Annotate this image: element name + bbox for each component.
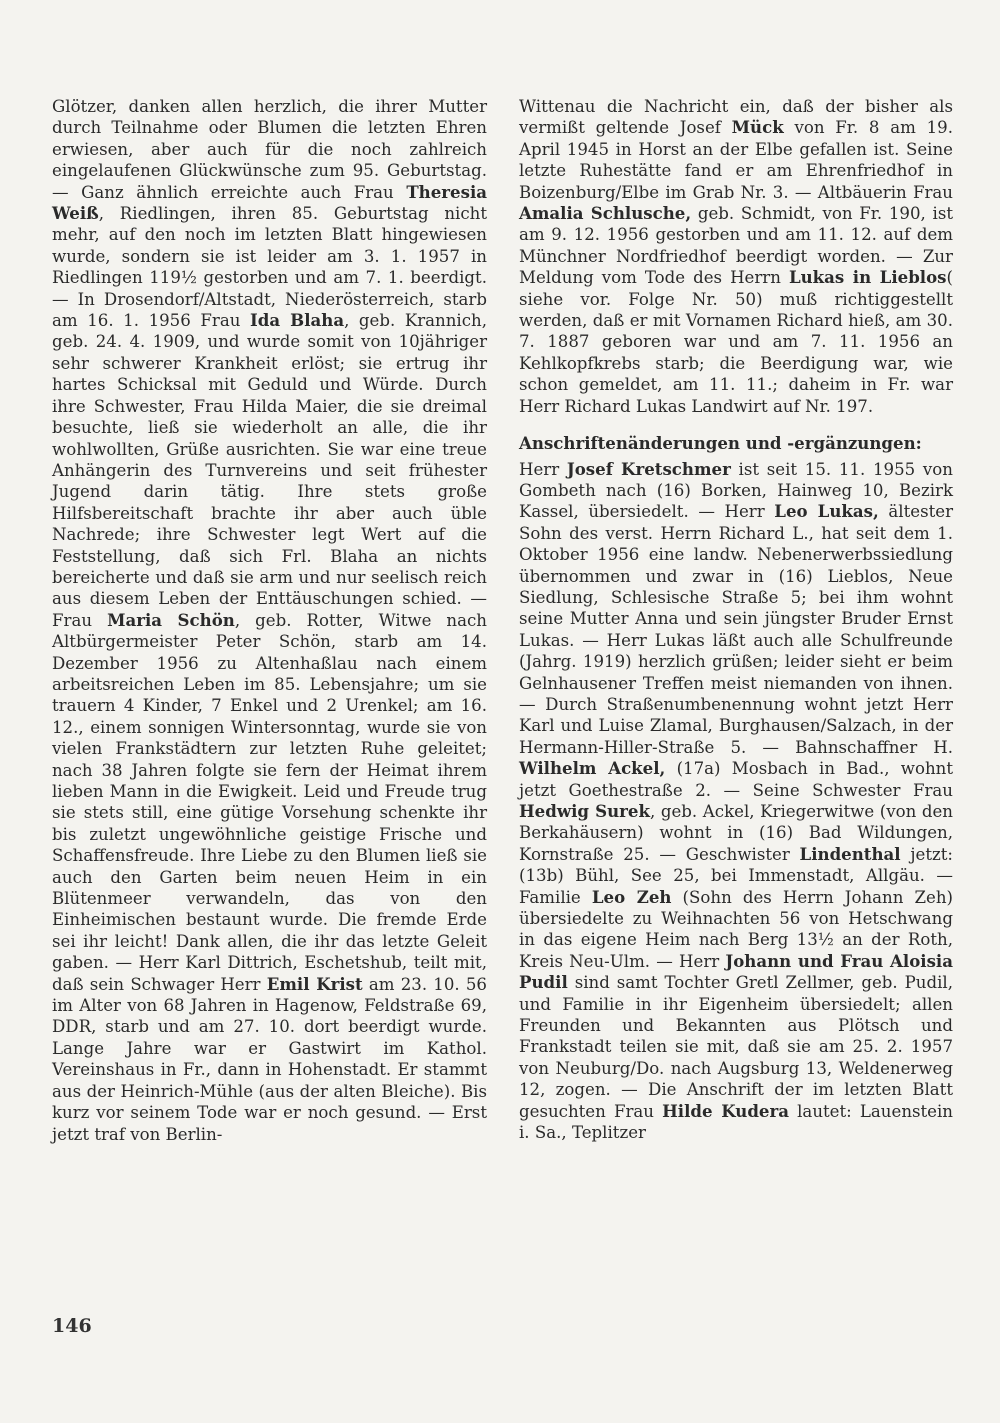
bold-name: Lindenthal: [799, 843, 901, 864]
bold-name: Theresia Weiß: [52, 181, 487, 224]
bold-name: Maria Schön: [107, 609, 235, 630]
left-column: [52, 96, 487, 1145]
bold-name: Mück: [731, 117, 784, 138]
right-column-body: Herr Josef Kretschmer ist seit 15. 11. 1955 von Gombeth nach (16) Borken, Hainweg 10, Bezirk Kassel, übersiedelt. — Herr Leo Lukas, ältester Sohn des verst. Herrn Richard L., hat seit dem 1. Oktober 1956 eine landw. Nebenerwerbssiedlung übernommen und zwar in (16) Lieblos, Neue Siedlung, Schlesische Straße 5; bei ihm wohnt seine Mutter Anna und sein jüngster Bruder Ernst Lukas. — Herr Lukas läßt auch alle Schulfreunde (Jahrg. 1919) herzlich grüßen; leider sieht er beim Gelnhausener Treffen meist niemanden von ihnen. — Durch Straßenumbenennung wohnt jetzt Herr Karl und Luise Zlamal, Burghausen/Salzach, in der Hermann-Hiller-Straße 5. — Bahnschaffner H. Wilhelm Ackel, (17a) Mosbach in Bad., wohnt jetzt Goethestraße 2. — Seine Schwester Frau Hedwig Surek, geb. Ackel, Kriegerwitwe (von den Berkahäusern) wohnt in (16) Bad Wildungen, Kornstraße 25. — Geschwister Lindenthal jetzt: (13b) Bühl, See 25, bei Immenstadt, Allgäu. — Familie Leo Zeh (Sohn des Herrn Johann Zeh) übersiedelte zu Weihnachten 56 von Hetschwang in das eigene Heim nach Berg 13½ an der Roth, Kreis Neu-Ulm. — Herr Johann und Frau Aloisia Pudil sind samt Tochter Gretl Zellmer, geb. Pudil, und Familie in ihr Eigenheim übersiedelt; allen Freunden und Bekannten aus Plötsch und Frankstadt teilen sie mit, daß sie am 25. 2. 1957 von Neuburg/Do. nach Augsburg 13, Weldenerweg 12, zogen. — Die Anschrift der im letzten Blatt gesuchten Frau Hilde Kudera lautet: Lauenstein i. Sa., Teplitzer: [519, 458, 954, 1143]
bold-name: Leo Lukas,: [774, 501, 879, 522]
bold-name: Hedwig Surek: [519, 801, 650, 821]
bold-name: Wilhelm Ackel,: [519, 758, 666, 779]
right-column: [519, 96, 953, 1144]
bold-name: Amalia Schlusche,: [519, 203, 692, 224]
bold-name: Ida Blaha: [249, 310, 345, 331]
bold-name: Lukas in Lieblos: [788, 267, 947, 288]
page-number: 146: [52, 1315, 92, 1337]
bold-name: Josef Kretschmer: [566, 458, 731, 479]
right-column-intro: Wittenau die Nachricht ein, daß der bisher als vermißt geltende Josef Mück von Fr. 8 am 19. April 1945 in Horst an der Elbe gefallen ist. Seine letzte Ruhestätte fand er am Ehrenfriedhof in Boizenburg/Elbe im Grab Nr. 3. — Altbäuerin Frau Amalia Schlusche, geb. Schmidt, von Fr. 190, ist am 9. 12. 1956 gestorben und am 11. 12. auf dem Münchner Nordfriedhof beerdigt worden. — Zur Meldung vom Tode des Herrn Lukas in Lieblos( siehe vor. Folge Nr. 50) muß richtiggestellt werden, daß er mit Vornamen Richard hieß, am 30. 7. 1887 geboren war und am 7. 11. 1956 an Kehlkopfkrebs starb; die Beerdigung war, wie schon gemeldet, am 11. 11.; daheim in Fr. war Herr Richard Lukas Landwirt auf Nr. 197.: [519, 97, 953, 416]
bold-name: Hilde Kudera: [662, 1100, 789, 1121]
section-heading-address-changes: Anschriftenänderungen und -ergänzungen:: [519, 433, 922, 454]
bold-name: Johann und Frau Aloisia Pudil: [519, 950, 953, 993]
bold-name: Leo Zeh: [591, 886, 672, 907]
left-column-text: Glötzer, danken allen herzlich, die ihrer Mutter durch Teilnahme oder Blumen die letzten Ehren erwiesen, aber auch für die noch zahlreich eingelaufenen Glückwünsche zum 95. Geburtstag. — Ganz ähnlich erreichte auch Frau Theresia Weiß, Riedlingen, ihren 85. Geburtstag nicht mehr, auf den noch im letzten Blatt hingewiesen wurde, sondern sie ist leider am 3. 1. 1957 in Riedlingen 119½ gestorben und am 7. 1. beerdigt. — In Drosendorf/Altstadt, Niederösterreich, starb am 16. 1. 1956 Frau Ida Blaha, geb. Krannich, geb. 24. 4. 1909, und wurde somit von 10jähriger sehr schwerer Krankheit erlöst; sie ertrug ihr hartes Schicksal mit Geduld und Würde. Durch ihre Schwester, Frau Hilda Maier, die sie dreimal besuchte, ließ sie wiederholt an alle, die ihr wohlwollten, Grüße ausrichten. Sie war eine treue Anhängerin des Turnvereins und seit frühester Jugend darin tätig. Ihre stets große Hilfsbereitschaft brachte ihr aber auch üble Nachrede; ihre Schwester legt Wert auf die Feststellung, daß sich Frl. Blaha an nichts bereicherte und daß sie arm und nur seelisch reich aus diesem Leben der Enttäuschungen schied. — Frau Maria Schön, geb. Rotter, Witwe nach Altbürgermeister Peter Schön, starb am 14. Dezember 1956 zu Altenhaßlau nach einem arbeitsreichen Leben im 85. Lebensjahre; um sie trauern 4 Kinder, 7 Enkel und 2 Urenkel; am 16. 12., einem sonnigen Wintersonntag, wurde sie von vielen Frankstädtern zur letzten Ruhe geleitet; nach 38 Jahren folgte sie fern der Heimat ihrem lieben Mann in die Ewigkeit. Leid und Freude trug sie stets still, eine gütige Vorsehung schenkte ihr bis zuletzt ungewöhnliche geistige Frische und Schaffensfreude. Ihre Liebe zu den Blumen ließ sie auch den Garten beim neuen Heim in ein Blütenmeer verwandeln, das von den Einheimischen bestaunt wurde. Die fremde Erde sei ihr leicht! Dank allen, die ihr das letzte Geleit gaben. — Herr Karl Dittrich, Eschetshub, teilt mit, daß sein Schwager Herr Emil Krist am 23. 10. 56 im Alter von 68 Jahren in Hagenow, Feldstraße 69, DDR, starb und am 27. 10. dort beerdigt wurde. Lange Jahre war er Gastwirt im Kathol. Vereinshaus in Fr., dann in Hohenstadt. Er stammt aus der Heinrich-Mühle (aus der alten Bleiche). Bis kurz vor seinem Tode war er noch gesund. — Erst jetzt traf von Berlin-: [52, 97, 487, 1144]
bold-name: Emil Krist: [266, 973, 363, 994]
